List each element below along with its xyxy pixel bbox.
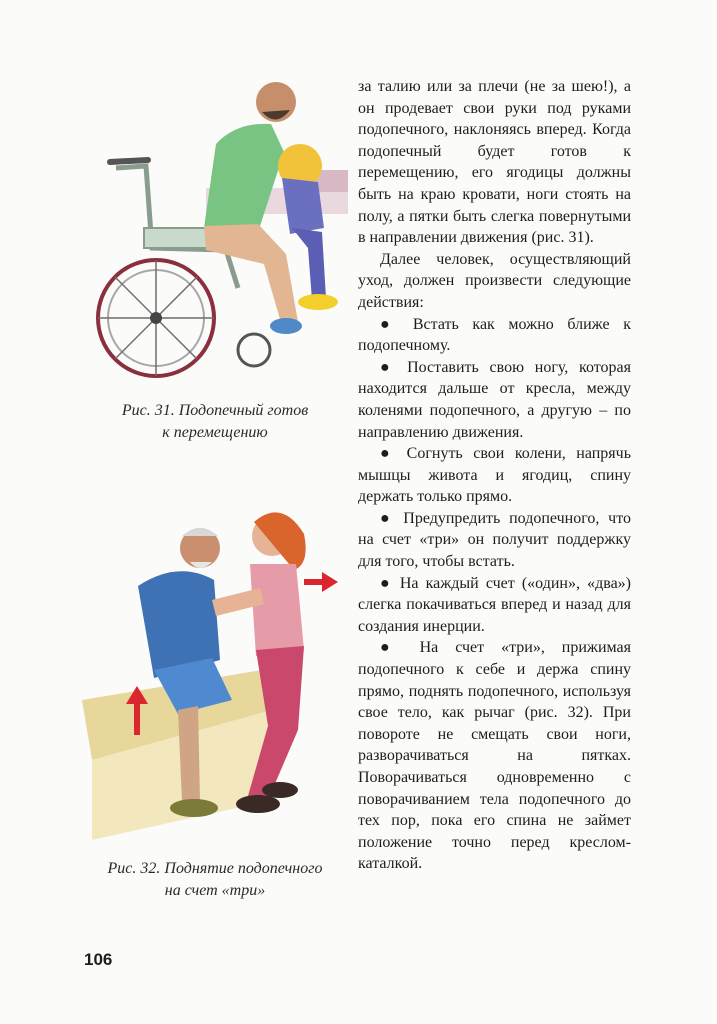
figure-31-illustration [86, 78, 348, 388]
page-number: 106 [84, 950, 113, 969]
bullet-6: ● На счет «три», прижимая подопечного к себе и держа спину прямо, поднять подопечного, используя свое тело, как рычаг (рис. 32). При повороте не смещать свои ноги, разворачиваться на пятках. Поворачиваться одновременно с поворачиванием тела подопечного до тех пор, пока его спина не займет положение точно перед креслом-каталкой. [358, 639, 631, 873]
bullet-2: ● Поставить свою ногу, которая находится дальше от кресла, между коленями подопечного, а другую – по направлению движения. [358, 358, 631, 441]
figure-31-caption [80, 400, 350, 444]
body-text-column [358, 76, 631, 875]
figure-31-caption-line1: Рис. 31. Подопечный готов [121, 402, 309, 419]
figure-32-caption [80, 858, 350, 902]
figure-32-caption-line2: на счет «три» [164, 882, 266, 899]
paragraph-1: за талию или за плечи (не за шею!), а он продевает свои руки под руками подопечного, наклоняясь вперед. Когда подопечный будет готов к перемещению, его ягодицы должны быть на краю кровати, ноги стоять на полу, а пятки быть слегка повернутыми в направлении движения (рис. 31). [358, 78, 631, 247]
figure-32-illustration [82, 500, 352, 855]
bullet-1: ● Встать как можно ближе к подопечному. [358, 315, 631, 355]
paragraph-2: Далее человек, осуществляющий уход, должен произвести следующие действия: [358, 250, 631, 311]
bullet-5: ● На каждый счет («один», «два») слегка покачиваться вперед и назад для создания инерции. [358, 574, 631, 635]
figure-32-caption-line1: Рис. 32. Поднятие подопечного [107, 860, 323, 877]
bullet-3: ● Согнуть свои колени, напрячь мышцы живота и ягодиц, спину держать только прямо. [358, 445, 631, 506]
figure-31-caption-line2: к перемещению [162, 424, 268, 441]
bullet-4: ● Предупредить подопечного, что на счет «три» он получит поддержку для того, чтобы встать. [358, 509, 631, 571]
